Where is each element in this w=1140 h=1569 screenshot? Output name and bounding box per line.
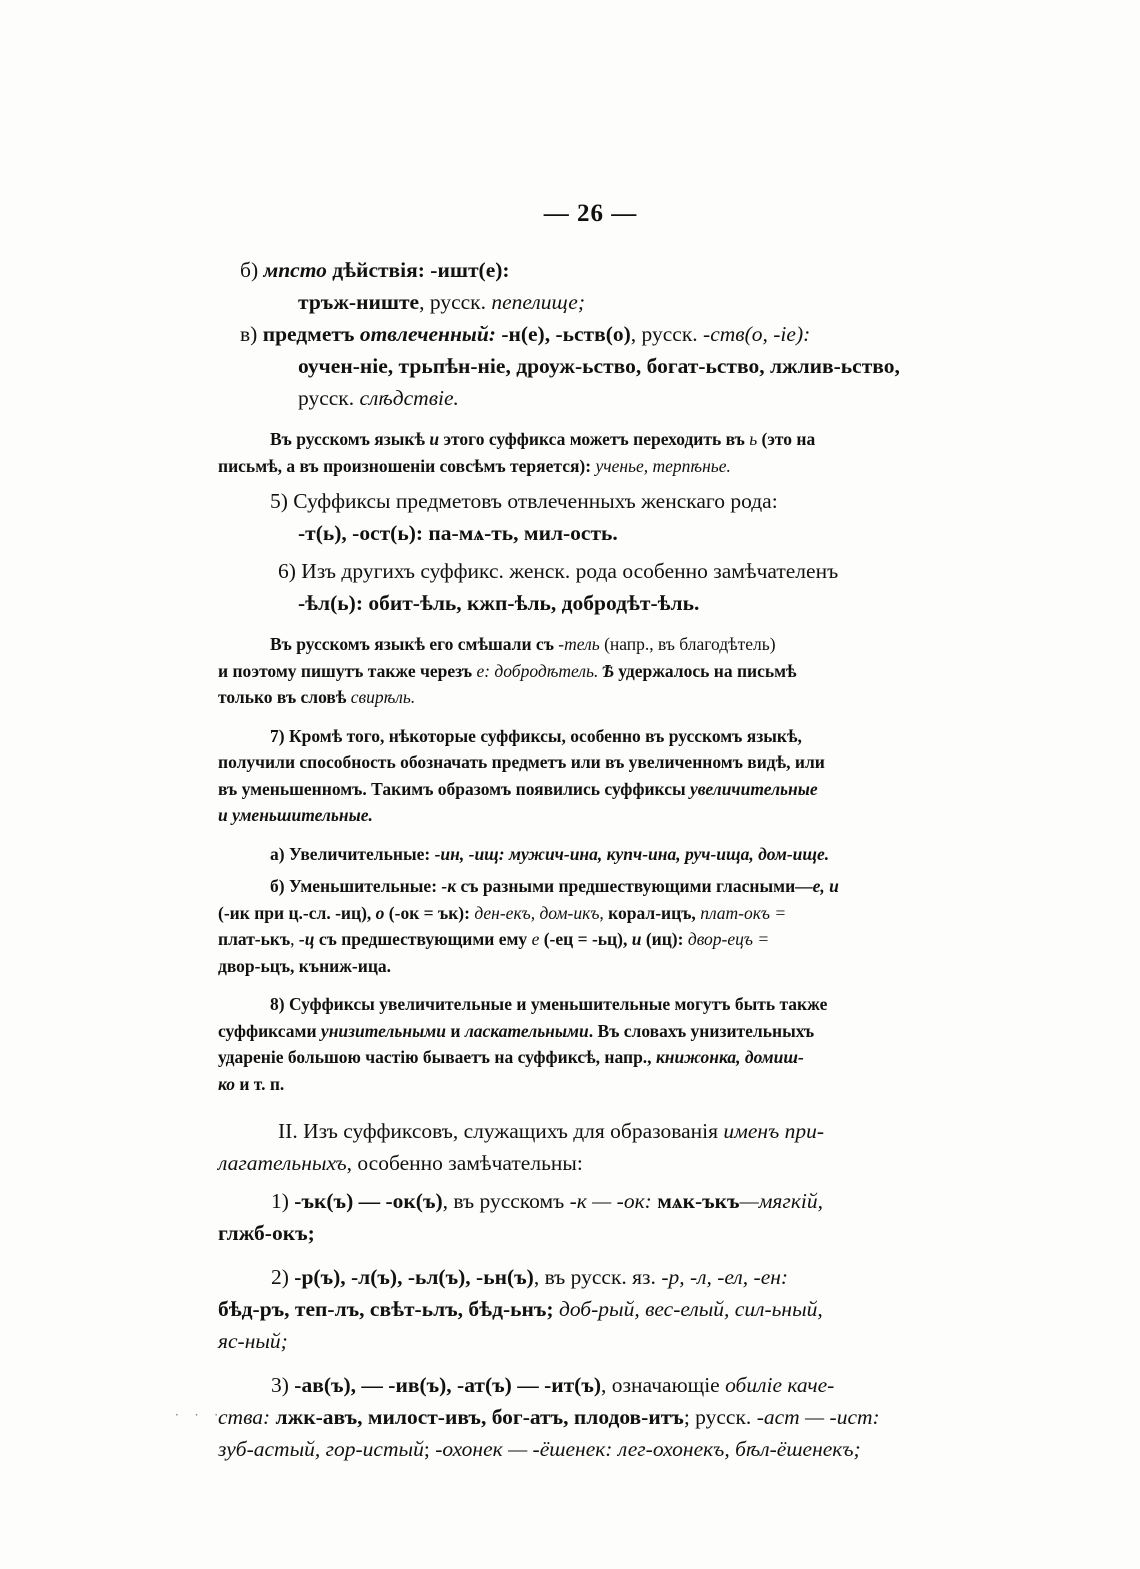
text-line (218, 1147, 963, 1179)
text-segment: увеличительные (690, 778, 818, 799)
text-segment: Въ русскомъ языкѣ (270, 429, 430, 449)
text-segment: русск. (298, 386, 360, 410)
text-segment: ден-екъ, дом-икъ, (474, 902, 604, 923)
text-line (218, 1325, 963, 1357)
text-line (218, 485, 963, 517)
text-line (218, 802, 963, 829)
text-segment: доб-рый, вес-елый, сил-ьный, (558, 1297, 823, 1321)
text-segment: съ разными предшествующими гласными— (456, 876, 813, 896)
text-segment: (-ок = ък): (384, 902, 475, 923)
page-text (218, 200, 963, 1465)
text-segment: , русск. (630, 322, 704, 346)
text-line (218, 587, 963, 619)
text-segment: двор-ецъ = (687, 929, 770, 949)
text-segment: и (445, 1020, 465, 1041)
text-segment: книжонка, домиш- (655, 1047, 804, 1067)
text-segment: получили способность обозначать предметъ или въ увеличенномъ видѣ, или (218, 752, 825, 772)
text-line (218, 1044, 963, 1071)
text-segment: именъ при- (723, 1119, 825, 1143)
text-segment: (-ик при ц.-сл. -иц), (218, 902, 376, 923)
text-segment: 8) Суффиксы увеличительные и уменьшительные могутъ быть также (270, 994, 828, 1014)
text-line (218, 1018, 963, 1045)
text-segment: -ин, -ищ: мужич-ина, купч-ина, руч-ища, дом-ище. (434, 843, 830, 864)
text-line (218, 517, 963, 549)
text-line (218, 1369, 963, 1401)
text-segment: (иц): (641, 929, 688, 949)
text-segment: е: добродѣтель. (476, 660, 599, 681)
text-segment: , въ русск. яз. (533, 1265, 662, 1289)
text-segment: , въ русскомъ (442, 1189, 570, 1213)
text-line (218, 749, 963, 776)
text-segment: -р(ъ), -л(ъ), -ьл(ъ), -ьн(ъ) (294, 1265, 534, 1289)
text-segment: корал-ицъ, (603, 902, 701, 923)
text-line (218, 318, 963, 350)
text-segment: (это на (757, 429, 816, 449)
text-segment: мпсто (263, 258, 327, 282)
text-segment: -ък(ъ) — -ок(ъ) (294, 1189, 443, 1213)
text-segment: и (429, 429, 440, 449)
text-segment: мѧк-ъкъ (651, 1189, 740, 1213)
text-segment: . Въ словахъ унизительныхъ (588, 1020, 815, 1041)
text-line (218, 453, 963, 480)
text-segment: 1) (271, 1189, 295, 1213)
text-segment: въ уменьшенномъ. Такимъ образомъ появились суффиксы (218, 778, 691, 799)
text-line (218, 631, 963, 658)
text-segment: отвлеченный: (359, 322, 496, 346)
text-line (218, 991, 963, 1018)
text-line (218, 1433, 963, 1465)
text-segment: е (531, 929, 540, 949)
text-line (218, 658, 963, 685)
text-segment: зуб-астый, гор-истый (218, 1437, 424, 1461)
text-segment: 6) Изъ другихъ суффикс. женск. рода особенно замѣчателенъ (278, 559, 839, 583)
text-line (218, 873, 963, 900)
text-segment: -т(ь), -ост(ь): па-мѧ-ть, мил-ость. (298, 521, 618, 545)
text-segment: пепелище; (491, 290, 586, 314)
text-line (218, 1217, 963, 1249)
text-line (218, 1401, 963, 1433)
text-segment: ; (423, 1437, 436, 1461)
text-line (218, 684, 963, 711)
text-segment: ь (749, 429, 758, 449)
text-segment: лагательныхъ (218, 1151, 347, 1175)
text-segment: свирѣль. (350, 687, 416, 707)
text-segment: -ств(о, -іе): (703, 322, 811, 346)
text-segment: -ц (298, 929, 315, 949)
text-segment: и т. п. (234, 1073, 285, 1094)
text-segment: 5) Суффиксы предметовъ отвлеченныхъ женскаго рода: (270, 489, 778, 513)
text-segment: ученье, терпѣнье. (595, 455, 731, 476)
text-segment: 3) (271, 1373, 295, 1397)
text-segment: письмѣ, а въ произношеніи совсѣмъ теряется): (218, 455, 596, 476)
text-line (218, 926, 963, 953)
text-segment: (напр., въ благодѣтель) (599, 634, 776, 654)
text-segment: , (290, 929, 299, 949)
text-segment: унизительными (320, 1020, 446, 1041)
text-segment: о (375, 902, 385, 923)
text-segment: -н(е), -ьств(о) (495, 322, 631, 346)
text-segment: удержалось на письмѣ (613, 660, 797, 681)
text-segment: , означающіе (601, 1373, 726, 1397)
text-line (218, 1185, 963, 1217)
text-segment: дѣйствія: -ишт(е): (326, 258, 510, 282)
text-segment: оучен-ніе, трьпѣн-ніе, дроуж-ьство, богат-ьство, лжлив-ьство, (298, 354, 900, 378)
text-line (218, 426, 963, 453)
text-segment: тръж-ниште (298, 290, 420, 314)
text-segment: -р, -л, -ел, -ен: (661, 1265, 789, 1289)
text-segment: II. Изъ суффиксовъ, служащихъ для образованія (278, 1119, 724, 1143)
text-segment: и уменьшительные. (218, 805, 373, 825)
text-segment: ласкательными (464, 1020, 589, 1041)
text-segment: плат-ькъ (218, 929, 291, 949)
text-segment: -аст — -ист: (756, 1405, 880, 1429)
text-segment: а) Увеличительные: (270, 843, 435, 864)
text-segment: двор-ьцъ, къниж-ица. (218, 955, 392, 976)
text-line (218, 1293, 963, 1325)
text-line (218, 254, 963, 286)
text-line (218, 1071, 963, 1098)
text-segment: ; русск. (683, 1405, 757, 1429)
text-line (218, 286, 963, 318)
text-segment: (-ец = -ьц), (539, 929, 632, 949)
text-segment: Въ русскомъ языкѣ его смѣшали съ (270, 634, 559, 654)
text-line (218, 555, 963, 587)
text-segment: удареніе большою частію бываетъ на суффиксѣ, напр., (218, 1047, 656, 1067)
text-segment: -к — -ок: (569, 1189, 652, 1213)
text-segment: и (631, 929, 642, 949)
scan-specks: · · · (175, 1408, 225, 1422)
text-line (218, 776, 963, 803)
text-segment: 7) Кромѣ того, нѣкоторые суффиксы, особенно въ русскомъ языкѣ, (270, 725, 802, 746)
text-segment: только въ словѣ (218, 687, 351, 707)
text-segment: в) (240, 322, 263, 346)
text-segment: Ѣ (602, 660, 614, 681)
text-segment: —мягкій, (739, 1189, 823, 1213)
text-segment: этого суффикса можетъ переходить въ (439, 429, 750, 449)
text-segment: ко (218, 1073, 235, 1094)
page-number: — 26 — (543, 200, 638, 227)
text-line (218, 350, 963, 382)
text-segment: обиліе каче- (725, 1373, 835, 1397)
text-segment: лжк-авъ, милост-ивъ, бог-атъ, плодов-итъ (270, 1405, 684, 1429)
text-segment: , русск. (419, 290, 492, 314)
text-segment: -к (441, 876, 457, 896)
text-segment: б) Уменьшительные: (270, 876, 442, 896)
text-segment: -тель (558, 634, 600, 654)
text-line (218, 723, 963, 750)
text-segment: яс-ный; (218, 1329, 288, 1353)
text-line (218, 953, 963, 980)
text-segment: слѣдствіе. (359, 386, 459, 410)
text-line (218, 1261, 963, 1293)
text-segment: е, и (812, 876, 839, 896)
text-segment: 2) (271, 1265, 295, 1289)
text-segment: съ предшествующими ему (314, 929, 532, 949)
text-line (218, 1115, 963, 1147)
text-line (218, 841, 963, 868)
text-segment: плат-окъ = (700, 902, 787, 923)
text-segment: суффиксами (218, 1020, 321, 1041)
text-segment: -охонек — -ёшенек: лег-охонекъ, бѣл-ёшенекъ; (435, 1437, 861, 1461)
text-line (218, 900, 963, 927)
text-segment: -ав(ъ), — -ив(ъ), -ат(ъ) — -ит(ъ) (294, 1373, 602, 1397)
text-segment: -ѣл(ь): обит-ѣль, кжп-ѣль, добродѣт-ѣль. (298, 591, 700, 615)
text-segment: бѣд-ръ, теп-лъ, свѣт-ьлъ, бѣд-ьнъ; (218, 1297, 559, 1321)
text-segment: глжб-окъ; (218, 1221, 315, 1245)
text-line (218, 382, 963, 414)
text-segment: предметъ (262, 322, 360, 346)
text-segment: , особенно замѣчательны: (346, 1151, 583, 1175)
text-segment: б) (240, 258, 264, 282)
text-segment: ства: (218, 1405, 271, 1429)
text-segment: и поэтому пишутъ также черезъ (218, 660, 477, 681)
